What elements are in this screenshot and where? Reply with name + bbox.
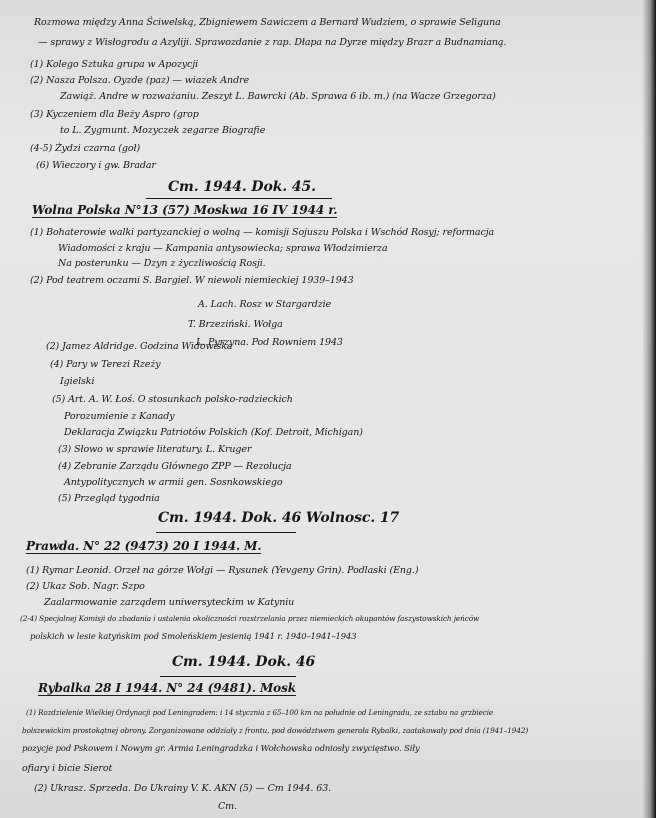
divider — [160, 676, 296, 677]
section-title-prawda: Prawda. N° 22 (9473) 20 I 1944. M. — [26, 539, 262, 553]
line-item-2: (2) Nasza Polsza. Oyzde (paz) — wiazek Andre — [30, 75, 250, 86]
line-wp-1-cont-b: Na posterunku — Dzyn z życzliwością Rosji. — [58, 258, 266, 269]
line-wp-5: (5) Art. A. W. Łoś. O stosunkach polsko-radzieckich — [52, 394, 293, 405]
line-item-6: (6) Wieczory i gw. Bradar — [36, 160, 156, 171]
line-ry-1-cont-b: pozycje pod Pskowem i Nowym gr. Armia Leningradzka i Wołchowska odniosły zwycięstwo. Siły — [22, 743, 420, 753]
section-title-rybalka: Rybalka 28 I 1944. N° 24 (9481). Mosk — [38, 681, 296, 695]
document-number-wolnosc-17: Cm. 1944. Dok. 46 Wolnosc. 17 — [158, 510, 400, 526]
divider — [156, 532, 296, 533]
line-pr-3-cont: polskich w lesie katyńskim pod Smoleńskiem jesienią 1941 r. 1940–1941–1943 — [30, 631, 357, 641]
scan-edge-shadow — [642, 0, 656, 818]
line-wp-2-a: A. Lach. Rosz w Stargardzie — [198, 299, 332, 310]
line-heading-1: Rozmowa między Anna Ściwelską, Zbigniewem Sawiczem a Bernard Wudziem, o sprawie Seliguna — [34, 17, 501, 28]
line-wp-5-a: Porozumienie z Kanady — [64, 411, 175, 422]
line-wp-1: (1) Bohaterowie walki partyzanckiej o wolną — komisji Sojuszu Polska i Wschód Rosyj; reformacja — [30, 227, 495, 238]
document-number-45: Cm. 1944. Dok. 45. — [168, 179, 316, 195]
line-wp-7: (4) Zebranie Zarządu Głównego ZPP — Rezolucja — [58, 461, 292, 472]
divider — [146, 198, 332, 199]
line-ry-1-cont-c: ofiary i bicie Sierot — [22, 763, 113, 774]
line-wp-2: (2) Pod teatrem oczami S. Bargiel. W niewoli niemieckiej 1939–1943 — [30, 275, 354, 286]
line-pr-2: (2) Ukaz Sob. Nagr. Szpo — [26, 581, 145, 592]
line-wp-7-cont: Antypolitycznych w armii gen. Sosnkowskiego — [64, 477, 283, 488]
line-wp-6: (3) Słowo w sprawie literatury. L. Kruger — [58, 444, 252, 455]
line-wp-4-cont: Igielski — [60, 376, 95, 387]
line-ry-1-cont-a: bolszewickim prostokątnej obrony. Zorganizowane oddziały z frontu, pod dowództwem generała Rybalki, zaatakowały pod dnia (1941–1942) — [22, 726, 529, 735]
line-pr-1: (1) Rymar Leonid. Orzeł na górze Wołgi — Rysunek (Yevgeny Grin). Podlaski (Eng.) — [26, 565, 419, 576]
line-wp-1-cont-a: Wiadomości z kraju — Kampania antysowiecka; sprawa Włodzimierza — [58, 243, 388, 254]
line-item-4: (4-5) Żydzi czarna (goł) — [30, 143, 141, 154]
line-wp-5-b: Deklaracja Związku Patriotów Polskich (Kof. Detroit, Michigan) — [64, 427, 363, 438]
line-ry-2: (2) Ukrasz. Sprzeda. Do Ukrainy V. K. AKN (5) — Cm 1944. 63. — [34, 783, 332, 794]
line-ry-1: (1) Rozdzielenie Wielkiej Ordynacji pod Leningradem: i 14 stycznia z 65–100 km na południe od Leningradu, ze sztabu na grzbiecie — [26, 708, 494, 717]
section-title-wolna-polska: Wolna Polska N°13 (57) Moskwa 16 IV 1944 r. — [32, 203, 338, 217]
line-item-3: (3) Kyczeniem dla Beży Aspro (grop — [30, 109, 199, 120]
line-pr-2-cont: Zaalarmowanie zarządem uniwersyteckim w Katyniu — [44, 597, 295, 608]
line-wp-3: (2) Jamez Aldridge. Godzina Widowiska — [46, 341, 233, 352]
line-wp-2-b: T. Brzeziński. Wołga — [188, 319, 283, 330]
document-number-46: Cm. 1944. Dok. 46 — [172, 654, 316, 670]
line-wp-4: (4) Pary w Terezi Rzeży — [50, 359, 161, 370]
line-item-2-cont: Zawiąż. Andre w rozważaniu. Zeszyt L. Bawrcki (Ab. Sprawa 6 ib. m.) (na Wacze Grzegorza) — [60, 91, 496, 102]
line-pr-3: (2-4) Specjalnej Komisji do zbadania i ustalenia okoliczności rozstrzelania przez niemieckich okupantów faszystowskich jeńców — [20, 614, 480, 623]
line-item-1: (1) Kolego Sztuka grupa w Apozycji — [30, 59, 199, 70]
line-ry-end: Cm. — [218, 801, 237, 812]
line-wp-2-c: L. Pyrzyna. Pod Rowniem 1943 — [196, 337, 343, 348]
line-wp-8: (5) Przegląd tygodnia — [58, 493, 160, 504]
line-item-3-cont: to L. Zygmunt. Mozyczek zegarze Biografie — [60, 125, 266, 136]
line-heading-2: — sprawy z Wisłogrodu a Azyliji. Sprawozdanie z rap. Dłapa na Dyrze między Brazr a Budnamianą. — [38, 37, 507, 48]
